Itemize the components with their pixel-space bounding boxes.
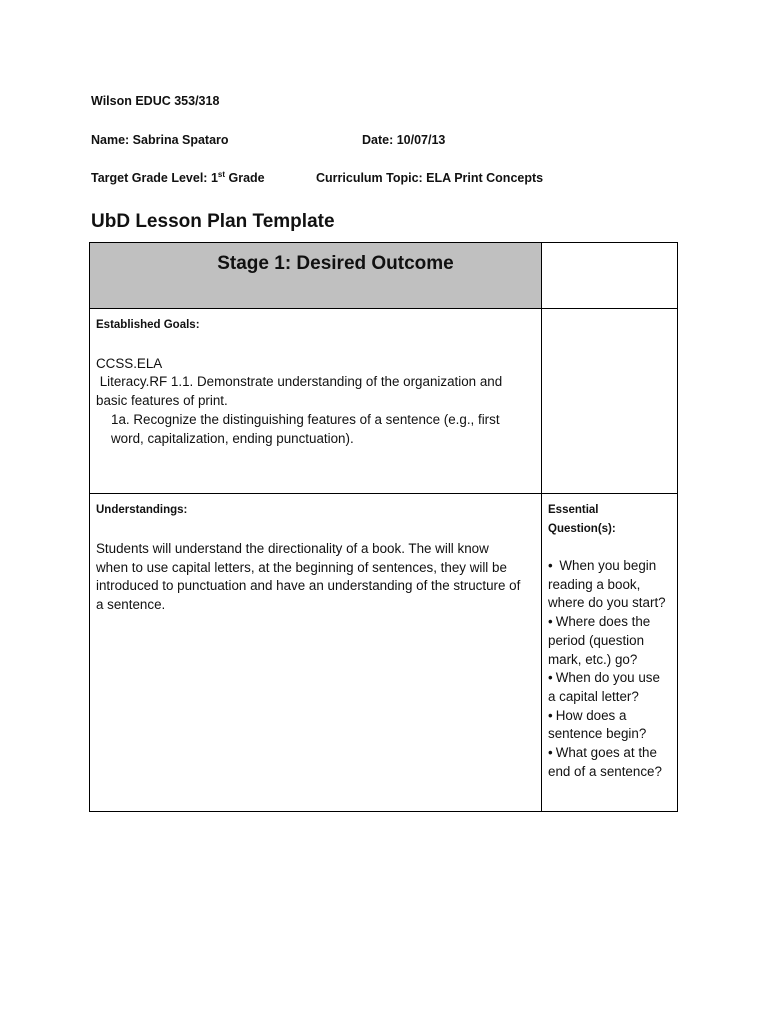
goals-standard-code: CCSS.ELA	[96, 356, 163, 371]
essential-questions-label-1: Essential	[548, 504, 599, 516]
bullet-icon: •	[548, 670, 553, 686]
question-1-line-1: When you begin	[555, 558, 657, 573]
document-title: UbD Lesson Plan Template	[91, 211, 335, 232]
goals-substandard-text-2: word, capitalization, ending punctuation).	[111, 431, 354, 446]
question-2-cont	[548, 632, 676, 651]
goals-standard-text-1: Literacy.RF 1.1. Demonstrate understanding of the organization and	[96, 374, 503, 389]
question-5-line-1: What goes at the	[555, 745, 657, 761]
understandings-text-2: when to use capital letters, at the beginning of sentences, they will be	[96, 560, 507, 575]
stage-title: Stage 1: Desired Outcome	[217, 253, 454, 274]
question-4-line-1: How does a	[555, 707, 627, 723]
lesson-date: Date: 10/07/13	[362, 133, 446, 147]
curriculum-topic: Curriculum Topic: ELA Print Concepts	[316, 171, 544, 185]
goals-standard-text-2: basic features of print.	[96, 393, 228, 408]
question-3-cont	[548, 688, 676, 707]
bullet-icon: •	[548, 614, 553, 630]
question-3	[548, 669, 676, 688]
question-2-cont	[548, 651, 676, 670]
grade-prefix: Target Grade Level: 1	[91, 171, 218, 185]
course-label: Wilson EDUC 353/318	[91, 94, 220, 108]
essential-questions-label-2: Question(s):	[548, 523, 616, 535]
question-4	[548, 707, 676, 726]
question-5	[548, 744, 676, 763]
question-1-line-2: reading a book,	[548, 576, 641, 592]
bullet-icon: •	[548, 707, 553, 723]
question-3-line-1: When do you use	[555, 670, 660, 686]
target-grade-level	[91, 171, 265, 185]
established-goals-label: Established Goals:	[96, 319, 200, 331]
question-1-cont	[548, 576, 676, 595]
question-4-cont	[548, 725, 676, 744]
essential-questions-list	[548, 557, 676, 781]
bullet-icon: •	[548, 558, 553, 573]
understandings-text-3: introduced to punctuation and have an understanding of the structure of	[96, 578, 521, 593]
understandings-label: Understandings:	[96, 504, 188, 516]
question-1	[548, 557, 676, 576]
grade-ordinal: st	[217, 170, 226, 179]
student-name: Name: Sabrina Spataro	[91, 133, 229, 147]
stage-header-side-cell	[542, 243, 677, 309]
question-1-line-3: where do you start?	[548, 595, 666, 611]
understandings-cell	[90, 494, 542, 811]
goals-side-cell	[542, 309, 677, 494]
essential-questions-cell	[542, 494, 677, 811]
bullet-icon: •	[548, 745, 553, 761]
question-2-line-1: Where does the	[555, 614, 651, 630]
lesson-plan-table	[89, 242, 678, 812]
understandings-text-1: Students will understand the directionality of a book. The will know	[96, 541, 489, 556]
question-4-line-2: sentence begin?	[548, 726, 647, 742]
understandings-text-4: a sentence.	[96, 597, 166, 612]
goals-substandard-text-1: 1a. Recognize the distinguishing features of a sentence (e.g., first	[111, 412, 500, 427]
grade-suffix: Grade	[225, 171, 265, 185]
established-goals-cell	[90, 309, 542, 494]
question-2	[548, 613, 676, 632]
question-1-cont	[548, 594, 676, 613]
question-5-cont	[548, 763, 676, 782]
question-2-line-2: period (question	[548, 632, 645, 648]
question-2-line-3: mark, etc.) go?	[548, 651, 638, 667]
question-3-line-2: a capital letter?	[548, 688, 639, 704]
stage-header-cell	[90, 243, 542, 309]
question-5-line-2: end of a sentence?	[548, 763, 662, 779]
